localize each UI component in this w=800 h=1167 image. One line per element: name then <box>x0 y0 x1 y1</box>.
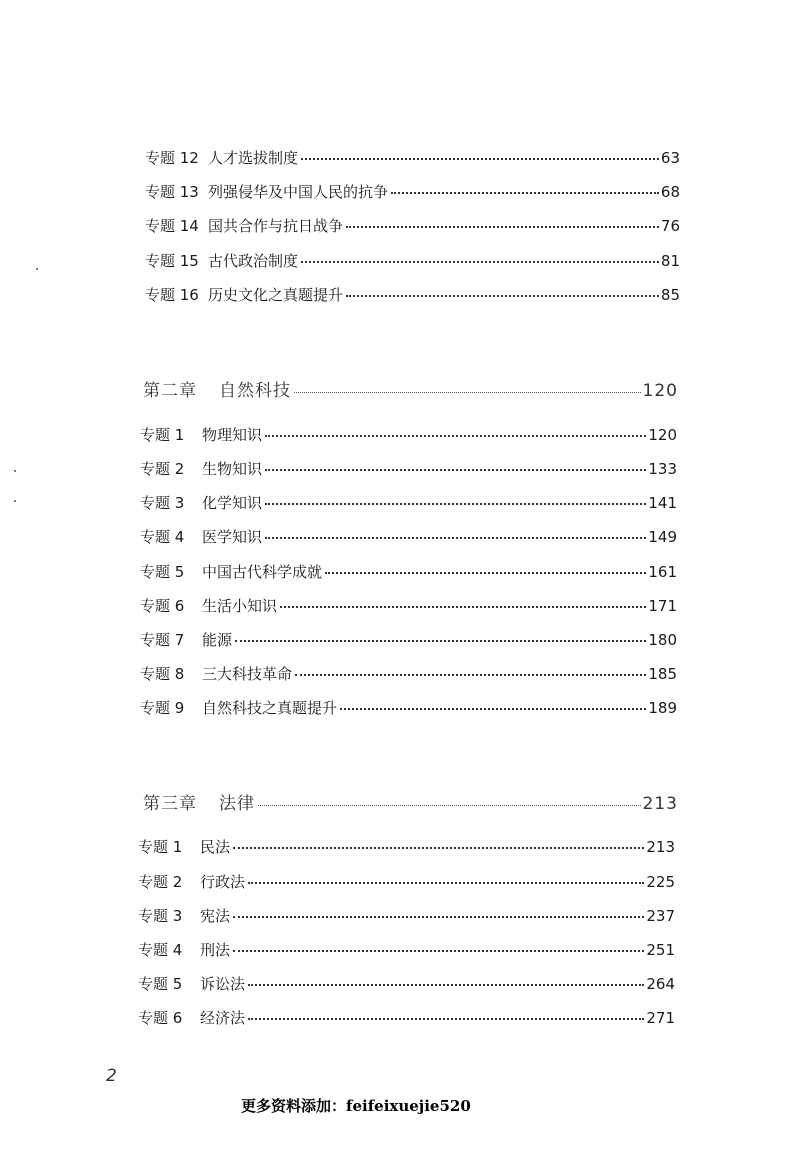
page-number: 76 <box>660 217 680 235</box>
watermark-text: 更多资料添加：feifeixuejie520 <box>241 1097 471 1115</box>
topic-number: 专题 16 <box>145 286 199 304</box>
dot-leader <box>346 295 659 297</box>
dot-leader <box>248 882 644 884</box>
topic-title: 国共合作与抗日战争 <box>208 217 344 235</box>
topic-title: 民法 <box>200 838 231 856</box>
toc-entry[interactable] <box>140 526 677 547</box>
toc-entry[interactable] <box>140 424 677 445</box>
topic-title: 三大科技革命 <box>202 665 293 683</box>
topic-number: 专题 4 <box>138 941 183 959</box>
chapter-title: 自然科技 <box>219 381 291 401</box>
topic-title: 宪法 <box>200 907 231 925</box>
topic-number: 专题 5 <box>138 975 183 993</box>
toc-entry[interactable] <box>140 561 677 582</box>
page-number: 85 <box>660 286 680 304</box>
page-footer-number: 2 <box>106 1066 117 1086</box>
page-number: 213 <box>642 794 678 814</box>
chapter-heading[interactable] <box>143 376 678 401</box>
page-number: 120 <box>648 426 677 444</box>
topic-number: 专题 2 <box>140 460 185 478</box>
topic-title: 中国古代科学成就 <box>202 563 323 581</box>
topic-title: 历史文化之真题提升 <box>208 286 344 304</box>
page-number: 271 <box>646 1009 675 1027</box>
topic-title: 列强侵华及中国人民的抗争 <box>208 183 389 201</box>
topic-title: 自然科技之真题提升 <box>202 699 338 717</box>
chapter-number: 第三章 <box>143 794 197 814</box>
dot-leader <box>265 469 646 471</box>
page-number: 189 <box>648 699 677 717</box>
topic-number: 专题 3 <box>138 907 183 925</box>
toc-entry[interactable] <box>145 181 680 202</box>
dot-leader <box>301 261 659 263</box>
toc-entry[interactable] <box>140 595 677 616</box>
topic-title: 诉讼法 <box>200 975 246 993</box>
page-number: 225 <box>646 873 675 891</box>
dot-leader <box>265 537 646 539</box>
topic-title: 物理知识 <box>202 426 263 444</box>
topic-number: 专题 5 <box>140 563 185 581</box>
toc-entry[interactable] <box>138 1007 675 1028</box>
page-number: 264 <box>646 975 675 993</box>
topic-number: 专题 1 <box>138 838 183 856</box>
toc-entry[interactable] <box>145 250 680 271</box>
chapter-heading[interactable] <box>143 789 678 814</box>
dot-leader <box>265 435 646 437</box>
dot-leader <box>280 606 646 608</box>
topic-title: 生活小知识 <box>202 597 278 615</box>
topic-title: 化学知识 <box>202 494 263 512</box>
page-number: 63 <box>660 149 680 167</box>
page-number: 141 <box>648 494 677 512</box>
dot-leader <box>346 226 659 228</box>
toc-entry[interactable] <box>145 215 680 236</box>
dot-leader <box>295 674 646 676</box>
page-number: 149 <box>648 528 677 546</box>
toc-entry[interactable] <box>140 492 677 513</box>
topic-number: 专题 14 <box>145 217 199 235</box>
dot-leader <box>233 847 644 849</box>
topic-title: 行政法 <box>200 873 246 891</box>
topic-title: 生物知识 <box>202 460 263 478</box>
toc-entry[interactable] <box>138 836 675 857</box>
chapter-number: 第二章 <box>143 381 197 401</box>
page-number: 171 <box>648 597 677 615</box>
dot-leader <box>294 392 641 393</box>
topic-number: 专题 6 <box>140 597 185 615</box>
page-number: 237 <box>646 907 675 925</box>
topic-title: 经济法 <box>200 1009 246 1027</box>
dot-leader <box>248 984 644 986</box>
toc-entry[interactable] <box>138 939 675 960</box>
page-number: 251 <box>646 941 675 959</box>
topic-number: 专题 2 <box>138 873 183 891</box>
dot-leader <box>235 640 646 642</box>
page-number: 133 <box>648 460 677 478</box>
page-number: 68 <box>660 183 680 201</box>
scan-speck <box>14 470 16 472</box>
page-number: 180 <box>648 631 677 649</box>
topic-title: 古代政治制度 <box>208 252 299 270</box>
topic-number: 专题 13 <box>145 183 199 201</box>
scan-speck <box>36 268 38 270</box>
toc-entry[interactable] <box>145 147 680 168</box>
topic-title: 能源 <box>202 631 233 649</box>
page-number: 161 <box>648 563 677 581</box>
topic-number: 专题 3 <box>140 494 185 512</box>
topic-number: 专题 12 <box>145 149 199 167</box>
page-number: 185 <box>648 665 677 683</box>
toc-entry[interactable] <box>140 458 677 479</box>
scan-speck <box>14 500 16 502</box>
dot-leader <box>325 572 646 574</box>
dot-leader <box>233 916 644 918</box>
topic-number: 专题 6 <box>138 1009 183 1027</box>
toc-entry[interactable] <box>140 697 677 718</box>
toc-entry[interactable] <box>145 284 680 305</box>
page-number: 81 <box>660 252 680 270</box>
dot-leader <box>391 192 659 194</box>
dot-leader <box>265 503 646 505</box>
topic-number: 专题 7 <box>140 631 185 649</box>
topic-title: 人才选拔制度 <box>208 149 299 167</box>
page-number: 120 <box>642 381 678 401</box>
topic-number: 专题 15 <box>145 252 199 270</box>
dot-leader <box>233 950 644 952</box>
dot-leader <box>301 158 659 160</box>
dot-leader <box>248 1018 644 1020</box>
toc-entry[interactable] <box>138 905 675 926</box>
dot-leader <box>340 708 646 710</box>
page-number: 213 <box>646 838 675 856</box>
toc-entry[interactable] <box>138 871 675 892</box>
topic-title: 医学知识 <box>202 528 263 546</box>
toc-entry[interactable] <box>138 973 675 994</box>
dot-leader <box>258 805 641 806</box>
topic-number: 专题 4 <box>140 528 185 546</box>
topic-number: 专题 9 <box>140 699 185 717</box>
toc-entry[interactable] <box>140 629 677 650</box>
chapter-title: 法律 <box>219 794 255 814</box>
topic-number: 专题 1 <box>140 426 185 444</box>
toc-entry[interactable] <box>140 663 677 684</box>
topic-title: 刑法 <box>200 941 231 959</box>
topic-number: 专题 8 <box>140 665 185 683</box>
